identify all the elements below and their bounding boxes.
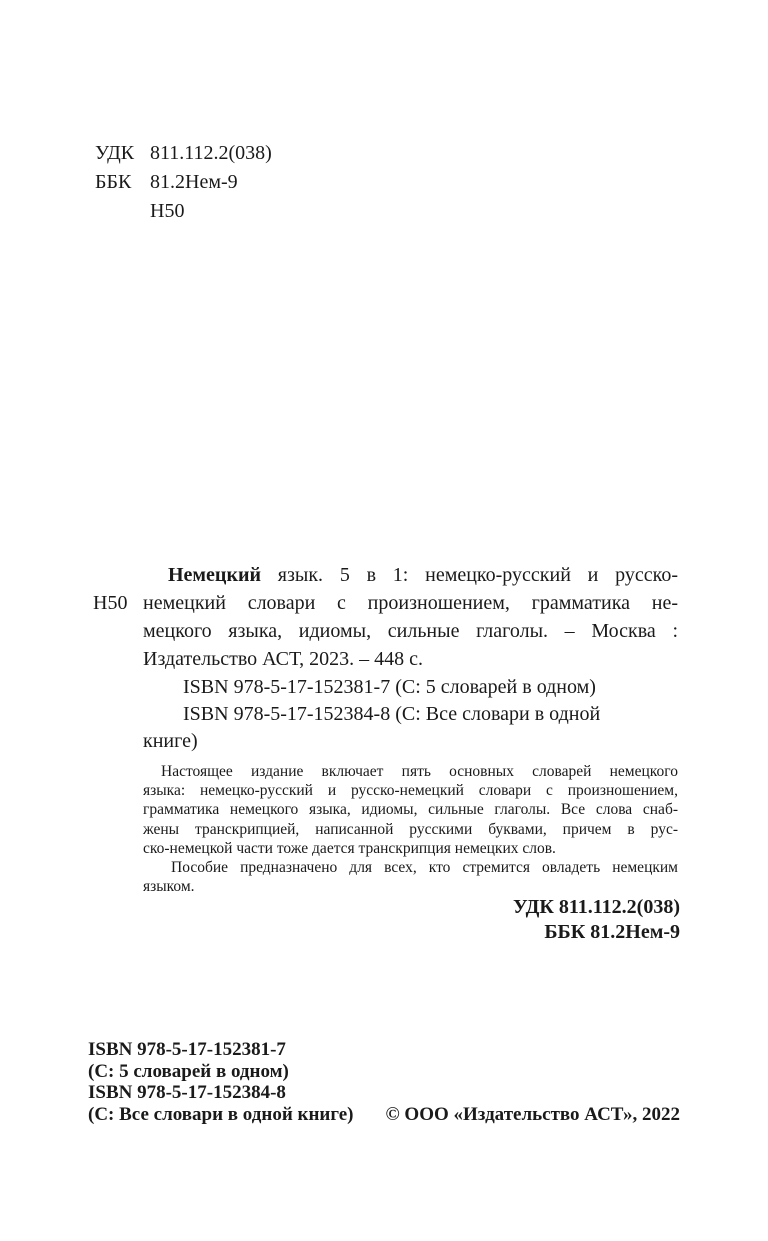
footer-isbn-1-note: (С: 5 словарей в одном): [88, 1060, 289, 1082]
author-sign-value: Н50: [150, 200, 185, 222]
annotation-p1-line-2: языка: немецко-русский и русско-немецкий словари с произношением,: [143, 782, 678, 800]
bbk-label: ББК: [95, 171, 132, 193]
footer-isbn-2-note: (С: Все словари в одной книге): [88, 1103, 354, 1125]
isbn-line-1: ISBN 978-5-17-152381-7 (С: 5 словарей в одном): [183, 676, 596, 698]
copyright-line: © ООО «Издательство АСТ», 2022: [385, 1103, 680, 1125]
bbk-row: [95, 168, 272, 197]
entry-line-4: Издательство АСТ, 2023. – 448 с.: [143, 648, 424, 670]
footer-bottom-row: [88, 1104, 680, 1126]
entry-line-1: [143, 561, 678, 589]
isbn-line-2: ISBN 978-5-17-152384-8 (С: Все словари в одной: [183, 703, 601, 725]
annotation-p2-line-2: языком.: [143, 878, 195, 896]
annotation-p2-line-1: Пособие предназначено для всех, кто стремится овладеть немецким: [171, 859, 678, 877]
annotation-p1-line-3: грамматика немецкого языка, идиомы, сильные глаголы. Все слова снаб-: [143, 801, 678, 819]
codes-right: [513, 895, 680, 945]
classification-codes: [95, 139, 272, 226]
author-sign-row: [95, 197, 272, 226]
annotation-p1-line-4: жены транскрипцией, написанной русскими буквами, причем в рус-: [143, 820, 678, 838]
catalog-entry: [93, 561, 678, 673]
udk-label: УДК: [95, 142, 135, 164]
annotation-p1-line-5: ско-немецкой части тоже дается транскрипция немецких слов.: [143, 839, 556, 857]
udk-right: УДК 811.112.2(038): [512, 896, 680, 918]
entry-line-2: немецкий словари с произношением, грамматика не-: [143, 592, 678, 614]
bbk-value: 81.2Нем-9: [150, 171, 238, 193]
footer-isbn-1: ISBN 978-5-17-152381-7: [88, 1039, 286, 1060]
annotation-p1-line-1: Настоящее издание включает пять основных словарей немецкого: [161, 763, 678, 780]
author-sign-spacer: [95, 197, 150, 226]
entry-line-3: мецкого языка, идиомы, сильные глаголы. – Москва :: [143, 620, 678, 642]
isbn-line-3: книге): [143, 730, 198, 752]
entry-line-1-rest: язык. 5 в 1: немецко-русский и русско-: [261, 564, 678, 586]
udk-row: [95, 139, 272, 168]
annotation: [143, 762, 678, 896]
footer-block: [88, 1039, 680, 1125]
footer-isbn-2: ISBN 978-5-17-152384-8: [88, 1082, 286, 1103]
isbn-block: [143, 674, 678, 755]
bbk-right: ББК 81.2Нем-9: [544, 921, 680, 943]
author-sign-margin: Н50: [93, 592, 128, 614]
udk-value: 811.112.2(038): [150, 142, 272, 164]
entry-title-bold: Немецкий: [168, 564, 262, 586]
